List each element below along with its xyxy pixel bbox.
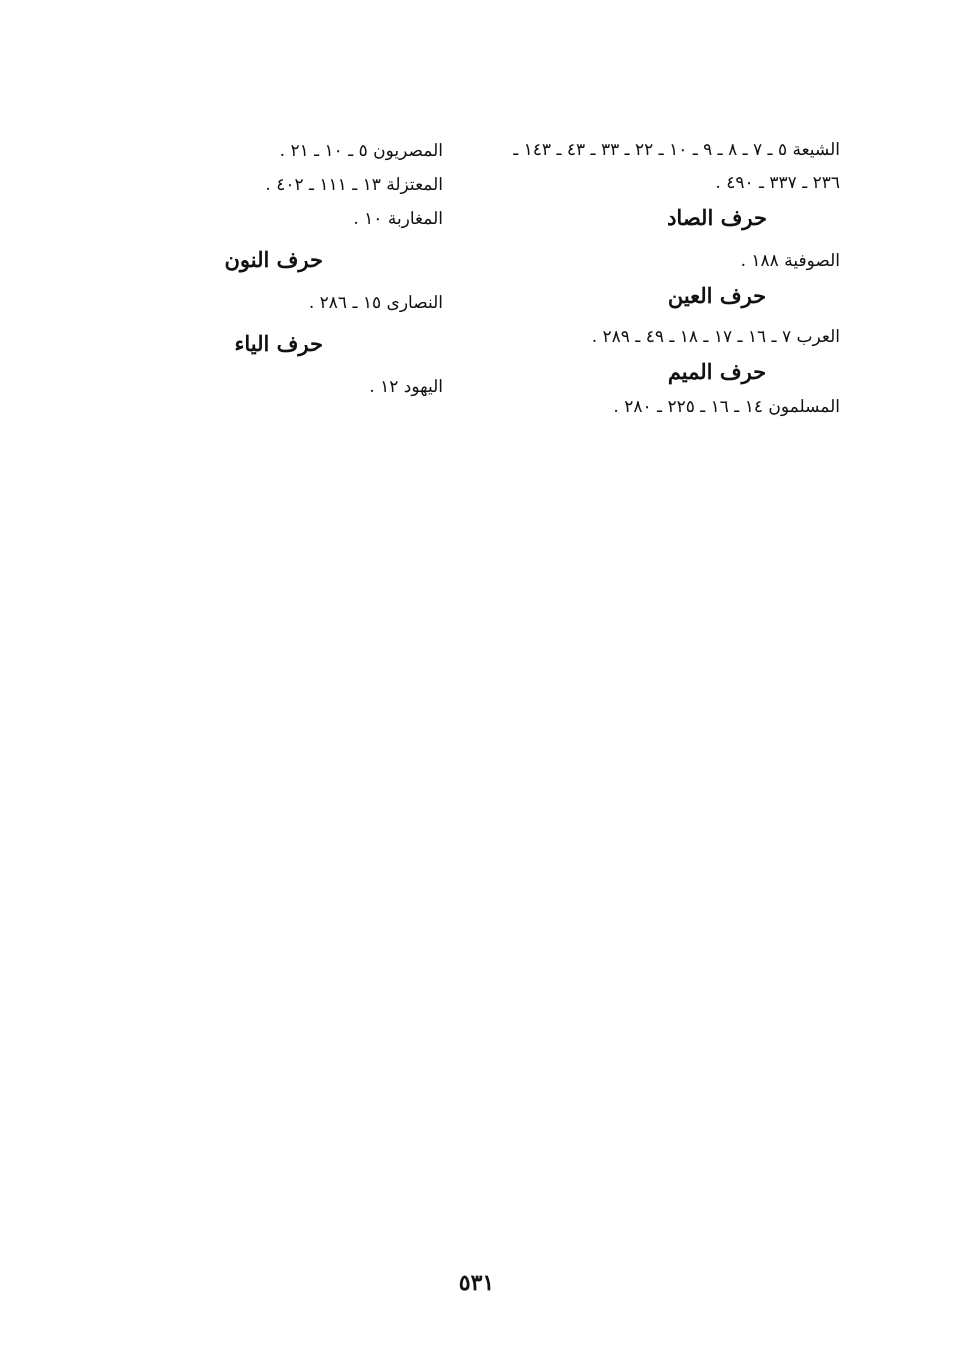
index-entry-sufiyya: الصوفية ١٨٨ . [740,251,840,271]
index-entry-yahud: اليهود ١٢ . [369,377,443,397]
index-entry-nasara: النصارى ١٥ ـ ٢٨٦ . [308,293,443,313]
index-entry-arab: العرب ٧ ـ ١٦ ـ ١٧ ـ ١٨ ـ ٤٩ ـ ٢٨٩ . [591,327,840,347]
index-column-left [213,134,443,404]
index-entry-misriyyun: المصريون ٥ ـ ١٠ ـ ٢١ . [279,141,443,161]
section-heading-mim: حرف الميم [667,359,767,384]
index-entry-shia: الشيعة ٥ ـ ٧ ـ ٨ ـ ٩ ـ ١٠ ـ ٢٢ ـ ٣٣ ـ ٤٣ ـ ١٤٣ ـ ٢٣٦ ـ ٣٣٧ ـ ٤٩٠ . [513,140,840,193]
index-entry-mutazila: المعتزلة ١٣ ـ ١١١ ـ ٤٠٢ . [265,175,443,195]
section-heading-sad: حرف الصاد [667,205,767,230]
page-number: ٥٣١ [458,1270,495,1296]
section-heading-ya: حرف الياء [234,331,323,356]
section-heading-ayn: حرف العين [667,283,767,308]
index-entry-magharibah: المغاربة ١٠ . [353,209,443,229]
section-heading-nun: حرف النون [224,247,323,272]
index-column-right [495,134,840,424]
index-entry-muslimun: المسلمون ١٤ ـ ١٦ ـ ٢٢٥ ـ ٢٨٠ . [613,397,840,417]
